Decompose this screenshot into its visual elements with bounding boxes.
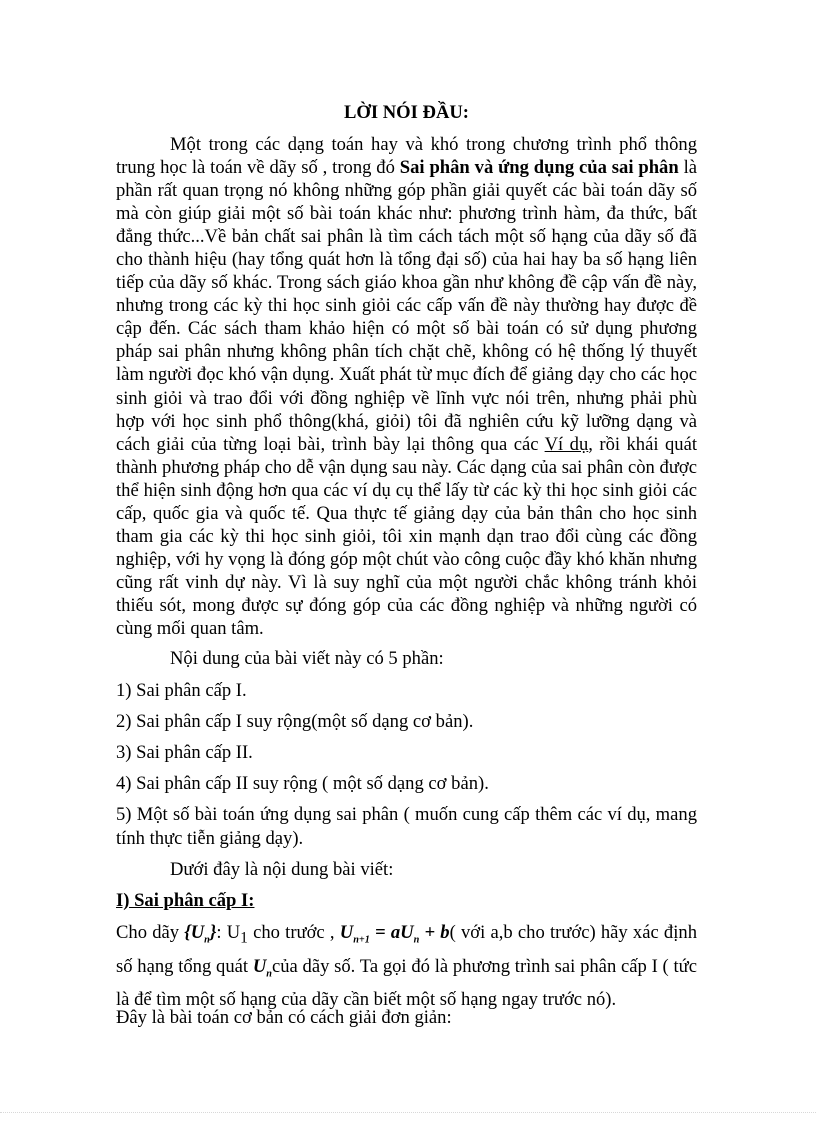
intro-paragraph [116,133,697,640]
page-title: LỜI NÓI ĐẦU: [344,102,469,123]
contents-intro: Nội dung của bài viết này có 5 phần: [170,648,444,669]
intro-text-1: Một trong các dạng toán hay và khó trong chương trình phổ thông trung học là toán về dãy số , trong đó [116,134,697,179]
contents-item-1: 1) Sai phân cấp I. [116,680,247,701]
section-heading: I) Sai phân cấp I: [116,890,255,911]
contents-item-5: 5) Một số bài toán ứng dụng sai phân ( muốn cung cấp thêm các ví dụ, mang tính thực tiễn giảng dạy). [116,804,697,849]
last-line: Đây là bài toán cơ bản có cách giải đơn giản: [116,1007,452,1028]
contents-item-2: 2) Sai phân cấp I suy rộng(một số dạng cơ bản). [116,711,474,732]
page-bottom-divider [0,1112,816,1113]
sequence-u-symbol: $\{U_n\}$ [184,922,217,946]
intro-text-3: , rồi khái quát thành phương pháp cho dễ vận dụng sau này. Các dạng của sai phân còn được thể hiện sinh động hơn qua các ví dụ cụ thể lấy từ các kỳ thi học sinh giỏi các cấp, quốc gia và quốc tế. Qua thực tế giảng dạy của bản thân cho học sinh tham gia các kỳ thi học sinh giỏi, tôi xin mạnh dạn trao đổi cùng các đồng nghiệp, với hy vọng là đóng góp một chút vào công cuộc đầy khó khăn nhưng cũng rất vinh dự này. Vì là suy nghĩ của một người chắc không tránh khỏi thiếu sót, mong được sự đóng góp của các đồng nghiệp và những người có cùng mối quan tâm. [116,433,697,639]
section-text-1: Cho dãy [116,922,185,943]
contents-item-3: 3) Sai phân cấp II. [116,742,253,763]
intro-bold-topic: Sai phân và ứng dụng của sai phân [399,157,679,179]
section-paragraph: Cho dãy $\{U_n\}$: $U_1$ cho trước , $U_{n+1} = aU_n + b$( với a,b cho trước) hãy xác định số hạng tổng quát $U_ncủa$ dãy số. Ta gọi đó là phương trình sai phân cấp I ( tức là để tìm một số hạng của dãy cần biết một số hạng ngay trước nó). [116,922,697,1011]
contents-item-4: 4) Sai phân cấp II suy rộng ( một số dạng cơ bản). [116,773,489,794]
below-intro: Dưới đây là nội dung bài viết: [170,859,394,880]
recurrence-formula: $U_{n+1} = aU_n + b$ [339,922,450,946]
intro-example-link: Ví dụ [544,433,589,455]
general-term-symbol: $U_n$ [252,955,272,980]
intro-text-2: là phần rất quan trọng nó không những góp phần giải quyết các bài toán dãy số mà còn giúp giải một số bài toán khác như: phương trình hàm, đa thức, bất đẳng thức...Về bản chất sai phân là tìm cách tách một số hạng của dãy số đã cho thành hiệu (hay tổng quát hơn là tổng đại số) của hai hay ba số hạng liên tiếp của dãy số khác. Trong sách giáo khoa gần như không đề cập vấn đề này, nhưng trong các kỳ thi học sinh giỏi các cấp vấn đề này thường hay được đề cập đến. Các sách tham khảo hiện có một số bài toán có sử dụng phương pháp sai phân nhưng không phân tích chặt chẽ, không có hệ thống lý thuyết làm người đọc khó vận dụng. Xuất phát từ mục đích để giảng dạy cho các học sinh giỏi và trao đổi với đồng nghiệp về lĩnh vực nói trên, nhưng phải phù hợp với học sinh phổ thông(khá, giỏi) tôi đã nghiên cứu kỹ lưỡng dạng và cách giải của từng loại bài, trình bày lại thông qua các [116,157,697,455]
